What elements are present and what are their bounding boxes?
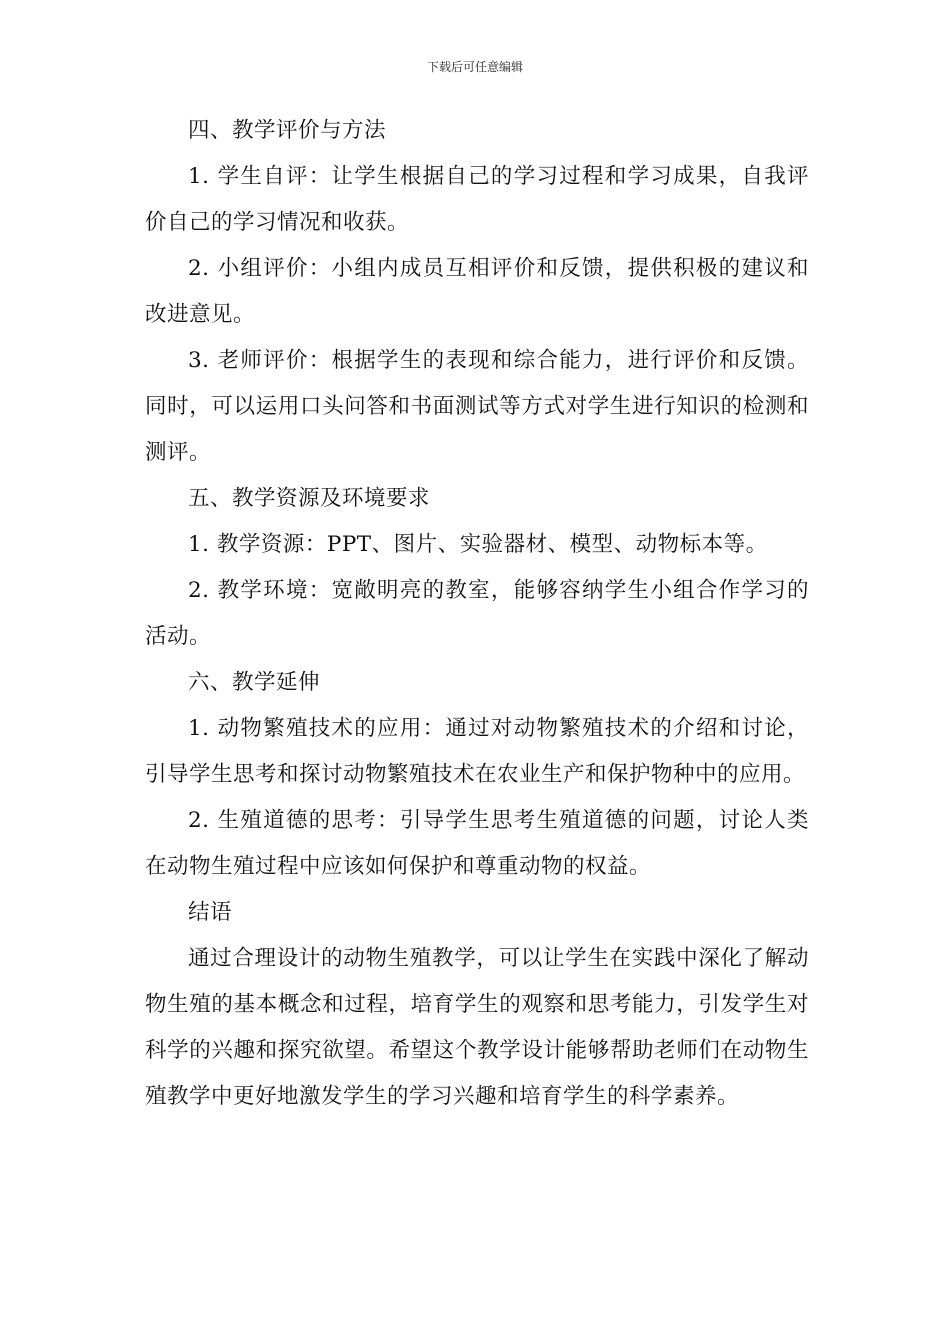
section6-item-1: 1. 动物繁殖技术的应用：通过对动物繁殖技术的介绍和讨论，引导学生思考和探讨动物繁殖技术在农业生产和保护物种中的应用。	[145, 716, 809, 787]
section4-item-1: 1. 学生自评：让学生根据自己的学习过程和学习成果，自我评价自己的学习情况和收获。	[145, 164, 809, 235]
page-header-note: 下载后可任意编辑	[426, 60, 523, 74]
section-heading-4: 四、教学评价与方法	[188, 118, 387, 143]
section4-item-2: 2. 小组评价：小组内成员互相评价和反馈，提供积极的建议和改进意见。	[145, 256, 809, 327]
section5-item-1: 1. 教学资源：PPT、图片、实验器材、模型、动物标本等。	[188, 532, 768, 557]
conclusion-heading: 结语	[188, 900, 233, 925]
section6-item-2: 2. 生殖道德的思考：引导学生思考生殖道德的问题，讨论人类在动物生殖过程中应该如何保护和尊重动物的权益。	[145, 808, 809, 879]
section4-item-3: 3. 老师评价：根据学生的表现和综合能力，进行评价和反馈。同时，可以运用口头问答和书面测试等方式对学生进行知识的检测和测评。	[145, 348, 809, 465]
section-heading-5: 五、教学资源及环境要求	[188, 486, 431, 511]
section-heading-6: 六、教学延伸	[188, 670, 321, 695]
conclusion-paragraph: 通过合理设计的动物生殖教学，可以让学生在实践中深化了解动物生殖的基本概念和过程，培育学生的观察和思考能力，引发学生对科学的兴趣和探究欲望。希望这个教学设计能够帮助老师们在动物生殖教学中更好地激发学生的学习兴趣和培育学生的科学素养。	[145, 946, 809, 1109]
document-body	[145, 108, 809, 1120]
section5-item-2: 2. 教学环境：宽敞明亮的教室，能够容纳学生小组合作学习的活动。	[145, 578, 809, 649]
